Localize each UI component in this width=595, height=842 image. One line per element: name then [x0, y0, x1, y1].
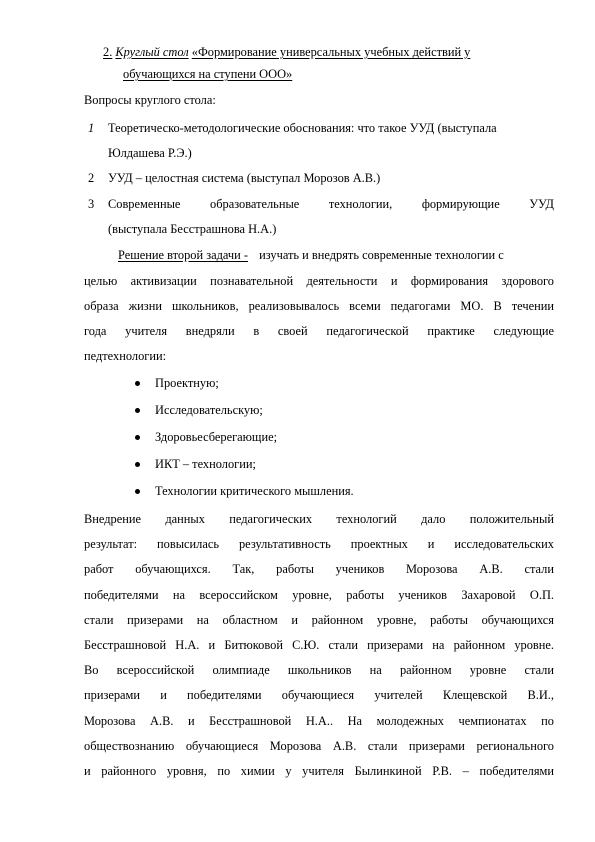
question-1-line1: Теоретическо-методологические обоснования: что такое УУД (выступала	[108, 121, 497, 135]
task2-line5: педтехнологии:	[84, 349, 167, 363]
result-line: результат: повысилась результативность проектных и исследовательских	[84, 537, 554, 551]
questions-label: Вопросы круглого стола:	[84, 93, 216, 107]
technology-item: Проектную;	[155, 376, 219, 390]
technology-item: Здоровьесберегающие;	[155, 430, 278, 444]
task2-line2: целью активизации познавательной деятельности и формирования здорового	[84, 274, 554, 288]
section-heading	[103, 44, 554, 60]
heading-number: 2.	[103, 45, 113, 59]
result-line: Бесстрашновой Н.А. и Битюковой С.Ю. стали призерами на районном уровне.	[84, 638, 554, 652]
bullet-icon	[135, 489, 140, 494]
question-3-line2: (выступала Бесстрашнова Н.А.)	[108, 222, 277, 236]
task2-line4: года учителя внедряли в своей педагогической практике следующие	[84, 324, 554, 338]
bullet-icon	[135, 381, 140, 386]
question-2-line1: УУД – целостная система (выступал Морозов А.В.)	[108, 171, 381, 185]
bullet-icon	[135, 462, 140, 467]
result-line: работ обучающихся. Так, работы учеников Морозова А.В. стали	[84, 562, 554, 576]
task2-lead: Решение второй задачи -	[118, 248, 249, 262]
heading-label: Круглый стол	[115, 45, 189, 59]
result-line: Внедрение данных педагогических технологий дало положительный	[84, 512, 554, 526]
result-line: призерами и победителями обучающиеся учителей Клещевской В.И.,	[84, 688, 554, 702]
result-line: обществознанию обучающиеся Морозова А.В. стали призерами регионального	[84, 739, 554, 753]
task2-line1-rest: изучать и внедрять современные технологии с	[259, 248, 504, 262]
task2-line1	[118, 247, 554, 263]
question-number: 1	[88, 121, 95, 135]
task2-line3: образа жизни школьников, реализовывалось всеми педагогами МО. В течении	[84, 299, 554, 313]
question-number: 2	[88, 171, 95, 185]
heading-title-line1: «Формирование универсальных учебных действий у	[191, 45, 471, 59]
technology-item: Исследовательскую;	[155, 403, 263, 417]
technology-item: Технологии критического мышления.	[155, 484, 354, 498]
result-line: и районного уровня, по химии у учителя Былинкиной Р.В. – победителями	[84, 764, 554, 778]
question-number: 3	[88, 197, 95, 211]
question-1-line2: Юлдашева Р.Э.)	[108, 146, 192, 160]
technology-item: ИКТ – технологии;	[155, 457, 256, 471]
bullet-icon	[135, 435, 140, 440]
result-line: Морозова А.В. и Бесстрашновой Н.А.. На молодежных чемпионатах по	[84, 714, 554, 728]
result-line: стали призерами на областном и районном уровне, работы обучающихся	[84, 613, 554, 627]
heading-title-line2: обучающихся на ступени ООО»	[123, 67, 293, 81]
question-3-line1: Современные образовательные технологии, формирующие УУД	[108, 197, 554, 211]
bullet-icon	[135, 408, 140, 413]
result-line: победителями на всероссийском уровне, работы учеников Захаровой О.П.	[84, 588, 554, 602]
result-line: Во всероссийской олимпиаде школьников на районном уровне стали	[84, 663, 554, 677]
